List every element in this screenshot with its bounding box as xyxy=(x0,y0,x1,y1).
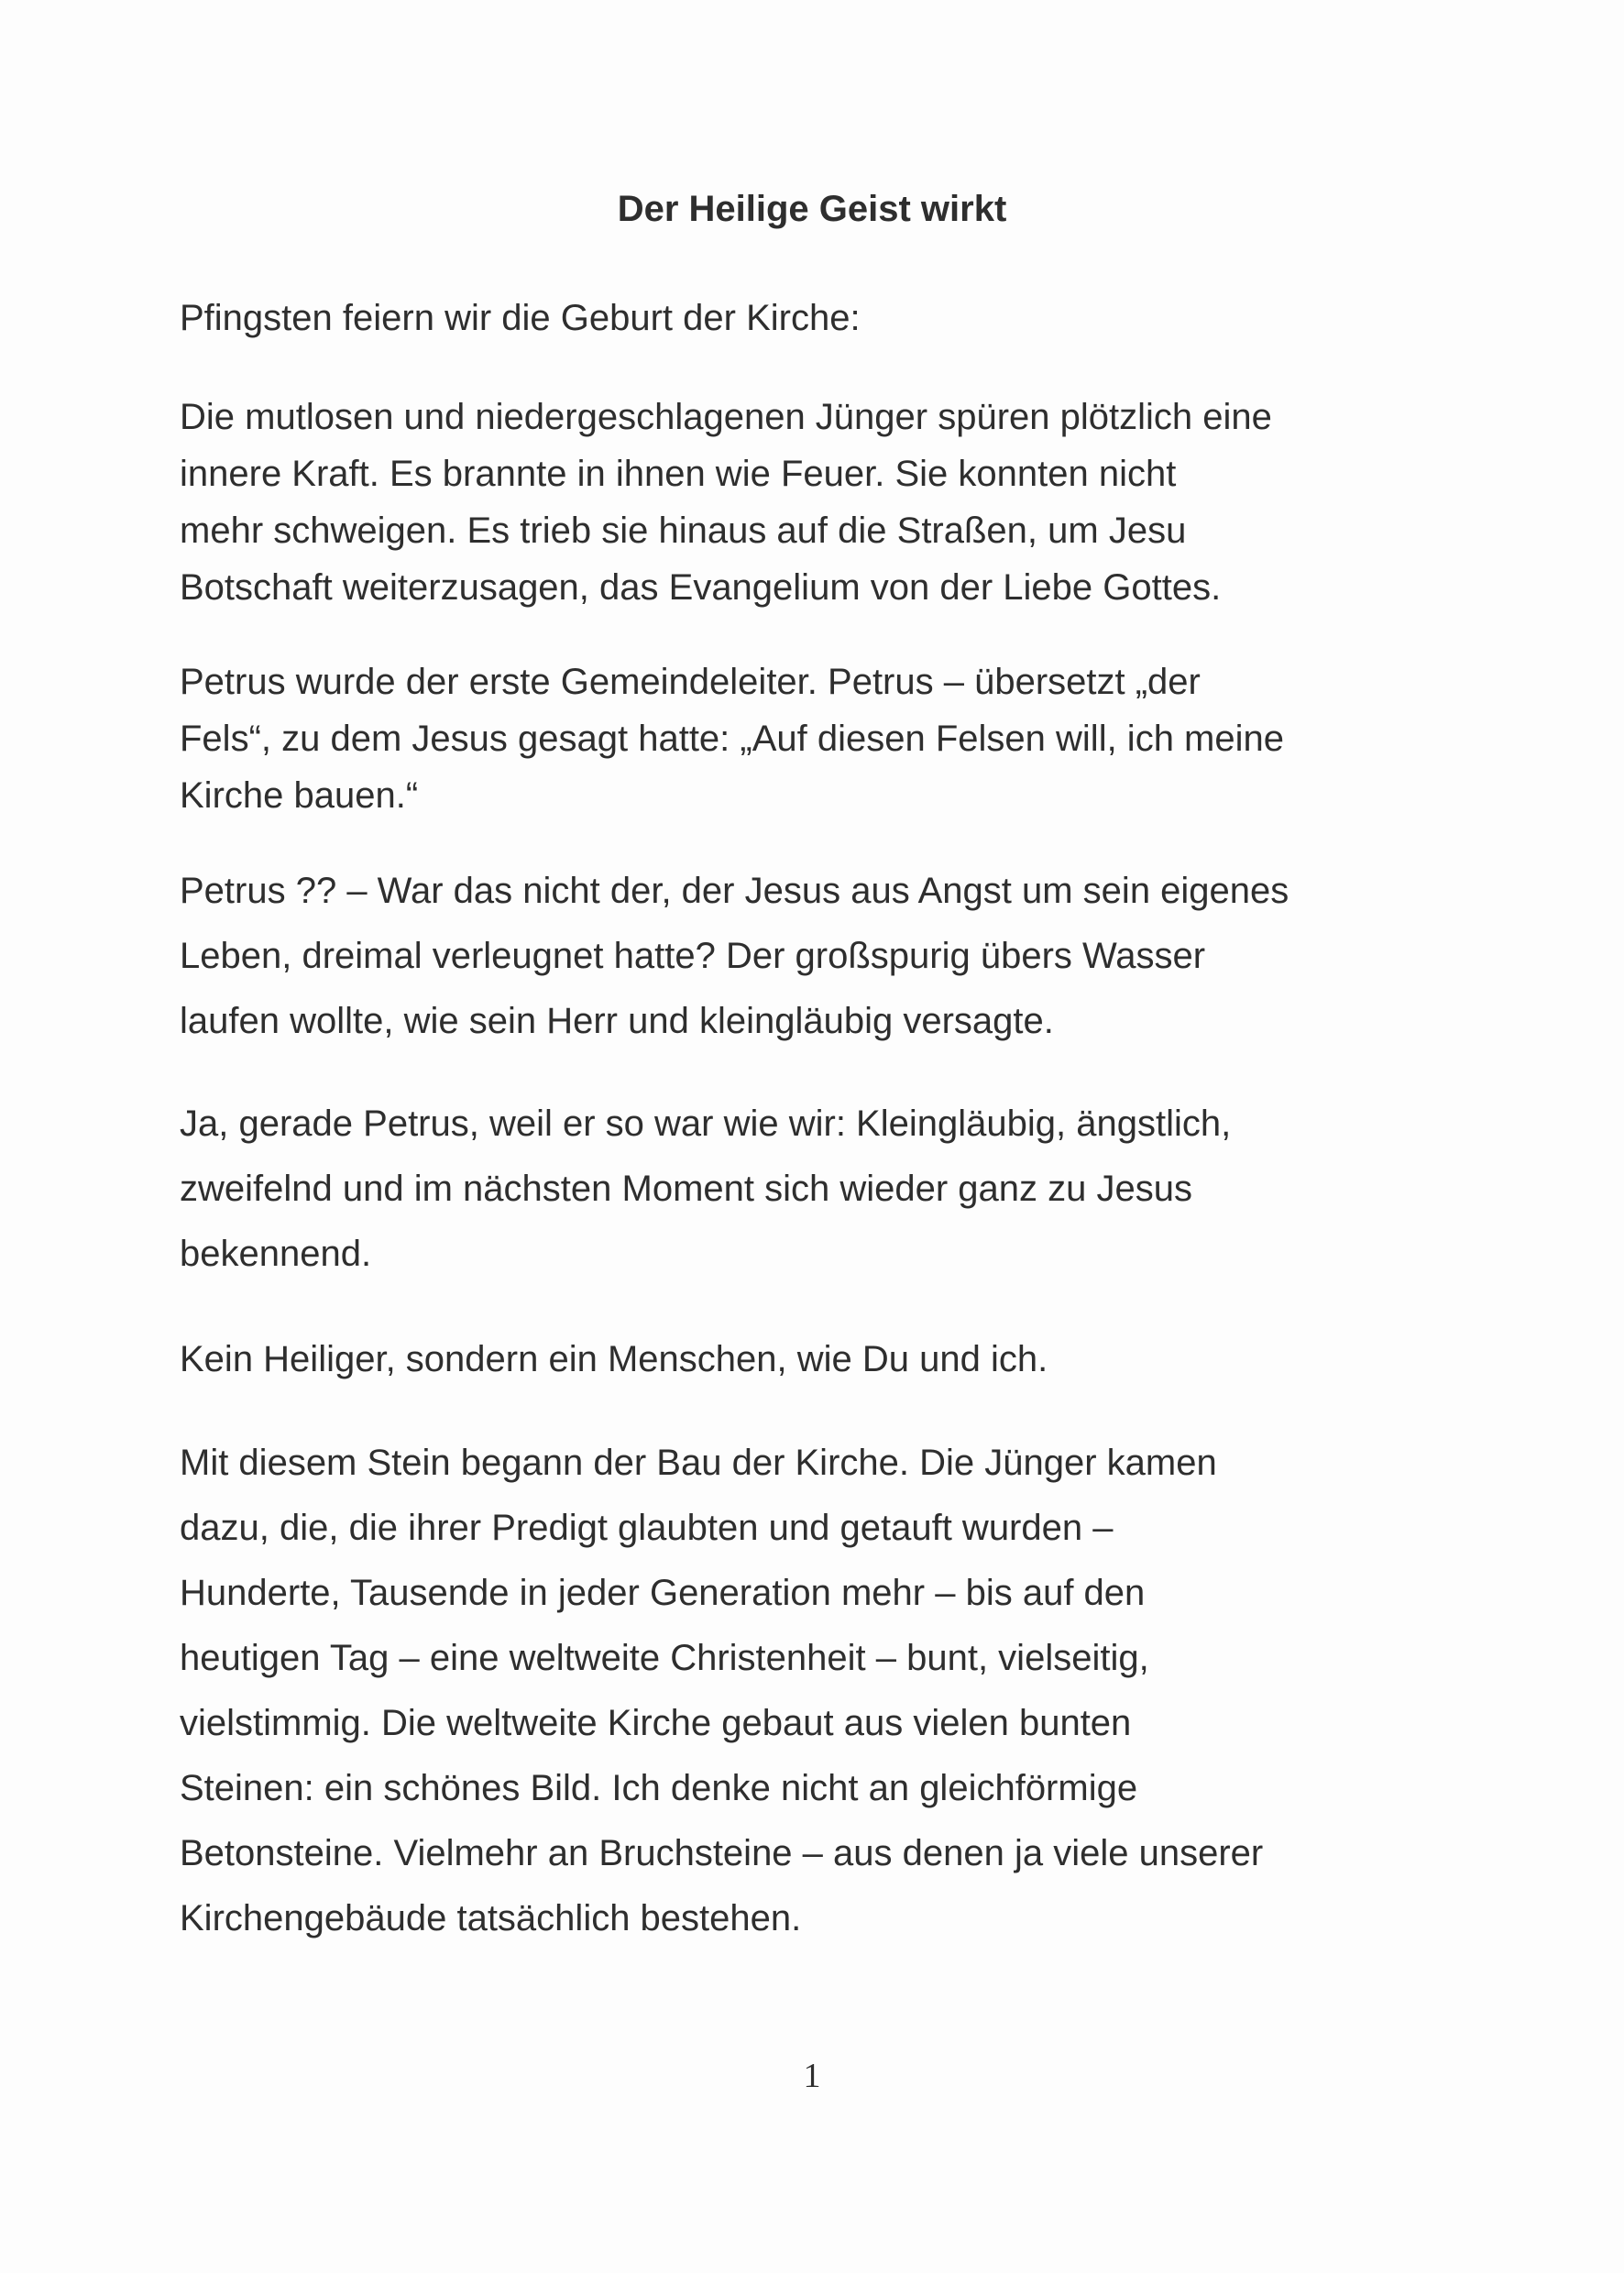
text-line: Kirche bauen.“ xyxy=(180,775,419,816)
text-line: Betonsteine. Vielmehr an Bruchsteine – aus denen ja viele unserer xyxy=(180,1833,1264,1873)
text-line: innere Kraft. Es brannte in ihnen wie Feuer. Sie konnten nicht xyxy=(180,454,1177,494)
text-line: Petrus ?? – War das nicht der, der Jesus aus Angst um sein eigenes xyxy=(180,871,1289,911)
text-line: Pfingsten feiern wir die Geburt der Kirche: xyxy=(180,298,861,338)
text-line: Ja, gerade Petrus, weil er so war wie wir: Kleingläubig, ängstlich, xyxy=(180,1104,1232,1144)
text-line: Kirchengebäude tatsächlich bestehen. xyxy=(180,1898,802,1938)
text-line: Leben, dreimal verleugnet hatte? Der großspurig übers Wasser xyxy=(180,936,1206,976)
paragraph-5 xyxy=(180,1092,1481,1287)
text-line: Mit diesem Stein begann der Bau der Kirche. Die Jünger kamen xyxy=(180,1443,1217,1483)
text-line: vielstimmig. Die weltweite Kirche gebaut aus vielen bunten xyxy=(180,1703,1132,1743)
paragraph-3 xyxy=(180,653,1481,824)
text-line: Die mutlosen und niedergeschlagenen Jünger spüren plötzlich eine xyxy=(180,397,1272,437)
document-title: Der Heilige Geist wirkt xyxy=(617,189,1007,229)
text-line: heutigen Tag – eine weltweite Christenheit – bunt, vielseitig, xyxy=(180,1638,1149,1678)
paragraph-6 xyxy=(180,1327,1481,1392)
text-line: Fels“, zu dem Jesus gesagt hatte: „Auf diesen Felsen will, ich meine xyxy=(180,719,1284,759)
text-line: laufen wollte, wie sein Herr und kleingläubig versagte. xyxy=(180,1001,1054,1041)
text-line: Botschaft weiterzusagen, das Evangelium von der Liebe Gottes. xyxy=(180,567,1222,608)
paragraph-7 xyxy=(180,1431,1481,1951)
paragraph-1 xyxy=(180,290,1481,346)
paragraph-2 xyxy=(180,389,1481,616)
text-line: dazu, die, die ihrer Predigt glaubten und getauft wurden – xyxy=(180,1508,1114,1548)
text-line: Hunderte, Tausende in jeder Generation mehr – bis auf den xyxy=(180,1573,1146,1613)
text-line: Steinen: ein schönes Bild. Ich denke nicht an gleichförmige xyxy=(180,1768,1138,1808)
text-line: mehr schweigen. Es trieb sie hinaus auf die Straßen, um Jesu xyxy=(180,511,1187,551)
page-number: 1 xyxy=(803,2057,821,2095)
text-line: Kein Heiliger, sondern ein Menschen, wie Du und ich. xyxy=(180,1339,1048,1379)
text-line: zweifelnd und im nächsten Moment sich wieder ganz zu Jesus xyxy=(180,1169,1192,1209)
paragraph-4 xyxy=(180,859,1481,1054)
text-line: Petrus wurde der erste Gemeindeleiter. Petrus – übersetzt „der xyxy=(180,662,1201,702)
text-line: bekennend. xyxy=(180,1234,372,1274)
